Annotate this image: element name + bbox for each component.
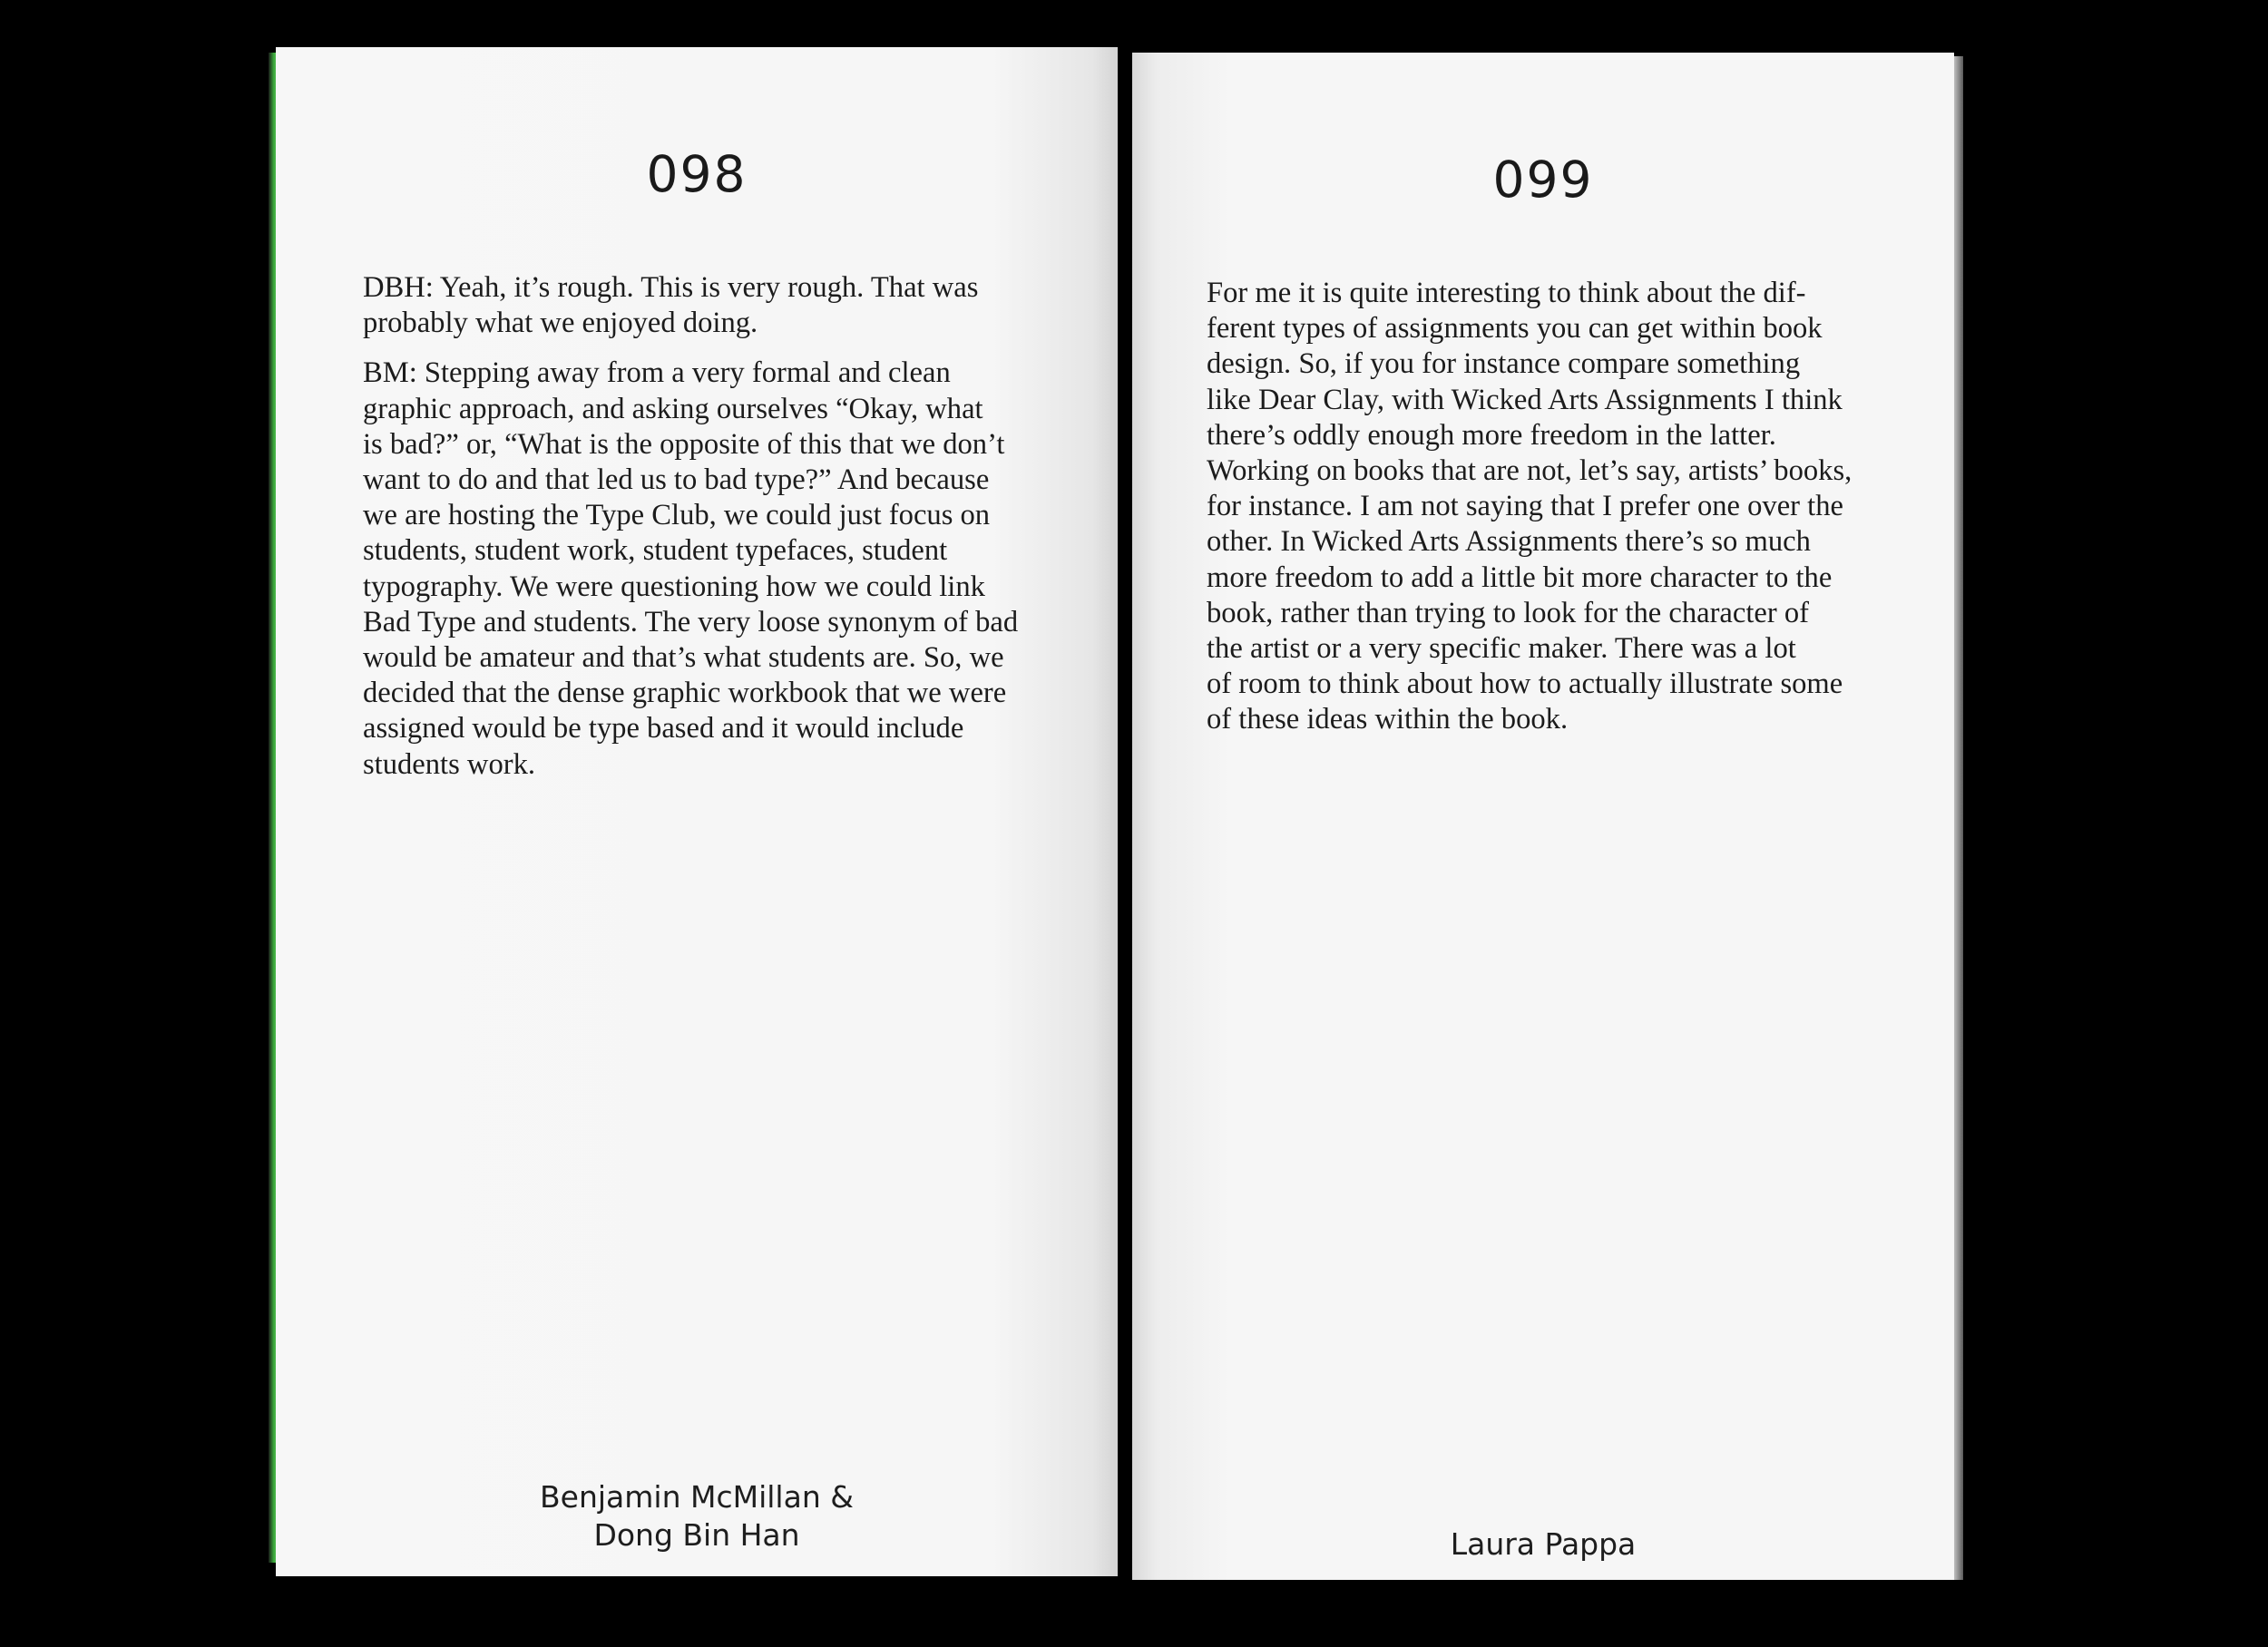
- text-line: would be amateur and that’s what students are. So, we: [363, 641, 1004, 675]
- left-page-author: [276, 1478, 1118, 1554]
- left-page: [276, 47, 1118, 1576]
- text-line: there’s oddly enough more freedom in the latter.: [1207, 418, 1776, 452]
- text-line: ferent types of assignments you can get within book: [1207, 312, 1823, 346]
- text-line: decided that the dense graphic workbook that we were: [363, 677, 1007, 710]
- text-line: design. So, if you for instance compare something: [1207, 347, 1801, 381]
- text-line: DBH: Yeah, it’s rough. This is very rough. That was: [363, 271, 979, 304]
- right-page-author: Laura Pappa: [1450, 1526, 1637, 1562]
- book-gutter: [1118, 36, 1132, 1580]
- text-line: the artist or a very specific maker. There was a lot: [1207, 632, 1796, 666]
- text-line: graphic approach, and asking ourselves “Okay, what: [363, 392, 983, 425]
- left-paragraph-1: [363, 270, 1070, 341]
- left-page-number: 098: [646, 145, 748, 203]
- text-line: For me it is quite interesting to think about the dif-: [1207, 277, 1806, 309]
- text-line: of room to think about how to actually illustrate some: [1207, 668, 1843, 701]
- right-page-number: 099: [1492, 151, 1594, 209]
- text-line: students work.: [363, 747, 536, 781]
- text-line: students, student work, student typefaces, student: [363, 534, 948, 568]
- author-line: Dong Bin Han: [593, 1517, 800, 1553]
- text-line: we are hosting the Type Club, we could just focus on: [363, 499, 991, 532]
- text-line: assigned would be type based and it would include: [363, 712, 964, 746]
- text-line: more freedom to add a little bit more character to the: [1207, 560, 1833, 594]
- text-line: like Dear Clay, with Wicked Arts Assignments I think: [1207, 383, 1843, 416]
- text-line: for instance. I am not saying that I prefer one over the: [1207, 490, 1843, 523]
- text-line: Bad Type and students. The very loose synonym of bad: [363, 605, 1019, 638]
- text-line: other. In Wicked Arts Assignments there’s so much: [1207, 525, 1811, 559]
- right-page-body: [1207, 276, 1905, 753]
- left-paragraph-2: [363, 356, 1070, 782]
- text-line: want to do and that led us to bad type?” And because: [363, 463, 990, 497]
- text-line: of these ideas within the book.: [1207, 703, 1569, 736]
- right-paragraph-1: [1207, 276, 1905, 738]
- left-page-body: [363, 270, 1070, 797]
- author-line: Benjamin McMillan &: [540, 1479, 854, 1515]
- text-line: BM: Stepping away from a very formal and clean: [363, 356, 951, 390]
- text-line: Working on books that are not, let’s say, artists’ books,: [1207, 454, 1853, 488]
- text-line: is bad?” or, “What is the opposite of this that we don’t: [363, 427, 1005, 461]
- text-line: typography. We were questioning how we could link: [363, 570, 985, 603]
- text-line: book, rather than trying to look for the character of: [1207, 596, 1809, 629]
- text-line: probably what we enjoyed doing.: [363, 307, 758, 340]
- right-page: [1132, 53, 1954, 1580]
